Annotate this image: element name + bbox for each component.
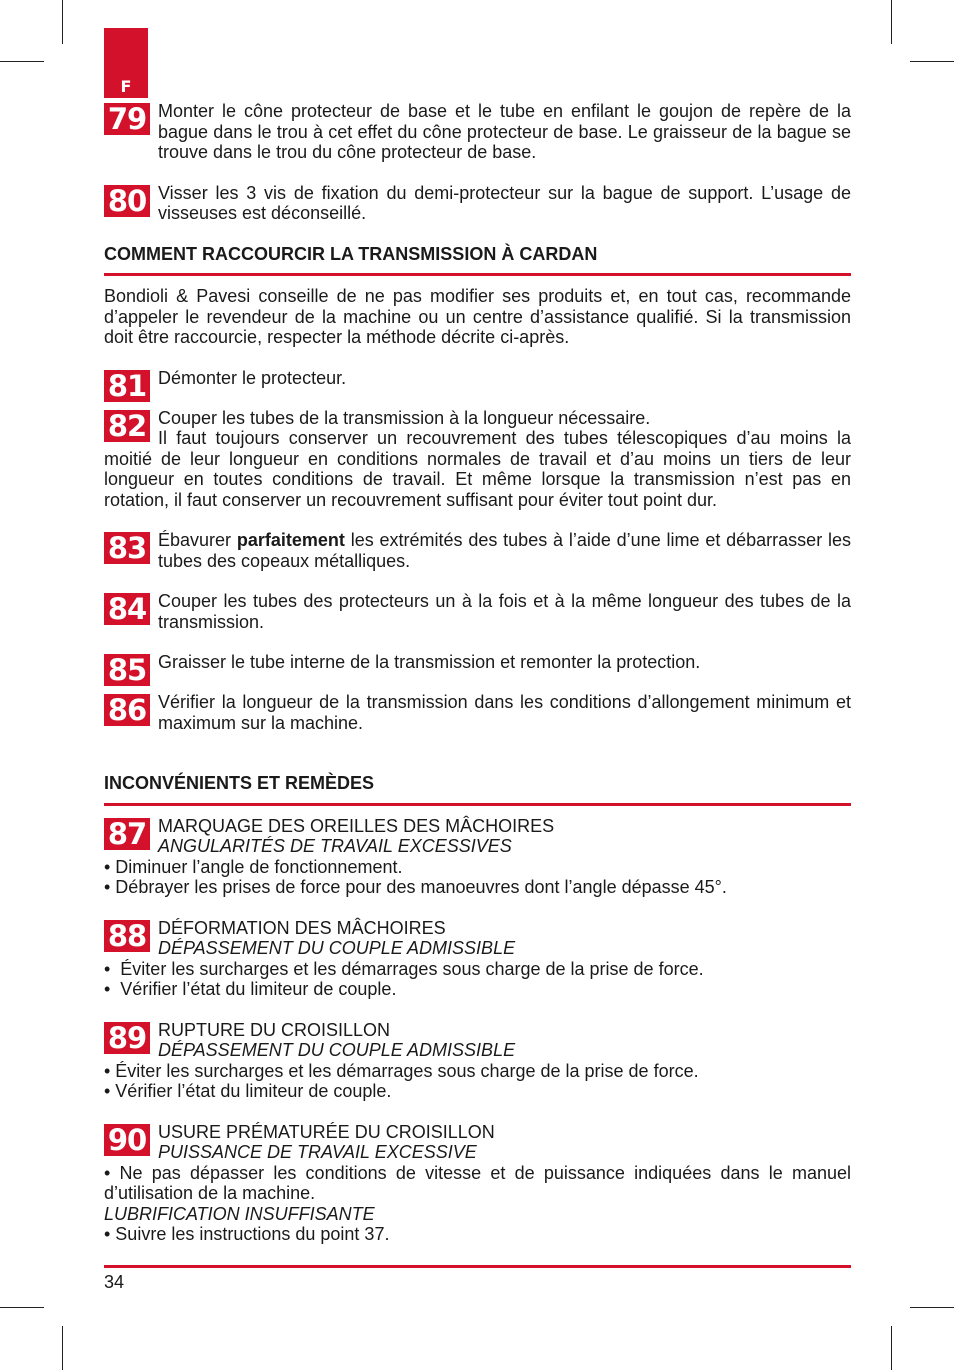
problem-cause-secondary	[104, 1204, 851, 1225]
problem-title: MARQUAGE DES OREILLES DES MÂCHOIRES	[158, 815, 555, 836]
remedy-bullet: • Diminuer l’angle de fonctionnement.	[104, 856, 403, 877]
step-80	[104, 183, 851, 224]
step-text: Vérifier la longueur de la transmission dans les conditions d’allongement minimum et maximum sur la machine.	[158, 692, 851, 733]
step-text: Couper les tubes des protecteurs un à la fois et à la même longueur des tubes de la transmission.	[158, 591, 851, 632]
step-90	[104, 1122, 851, 1245]
step-number-badge: 85	[104, 654, 150, 686]
step-number-badge: 81	[104, 370, 150, 402]
step-number-badge: 83	[104, 532, 150, 564]
step-number-badge: 80	[104, 185, 150, 217]
cause-text: ANGULARITÉS DE TRAVAIL EXCESSIVES	[158, 836, 512, 856]
step-88	[104, 918, 851, 1000]
intro-paragraph: Bondioli & Pavesi conseille de ne pas modifier ses produits et, en tout cas, recommande d’appeler le revendeur de la machine ou un centre d’assistance qualifié. Si la transmission doit être raccourcie, respecter la méthode décrite ci-après.	[104, 286, 851, 347]
crop-mark	[62, 0, 63, 44]
step-89	[104, 1020, 851, 1102]
step-text: Couper les tubes de la transmission à la longueur nécessaire.	[158, 407, 651, 428]
cause-text: DÉPASSEMENT DU COUPLE ADMISSIBLE	[158, 1040, 516, 1060]
language-code: F	[120, 77, 132, 96]
section-heading: COMMENT RACCOURCIR LA TRANSMISSION À CARDAN	[104, 244, 851, 277]
problem-title: RUPTURE DU CROISILLON	[158, 1019, 391, 1040]
section-heading: INCONVÉNIENTS ET REMÈDES	[104, 773, 851, 806]
step-79	[104, 101, 851, 163]
problem-cause	[158, 836, 851, 857]
crop-mark	[910, 1307, 954, 1308]
step-text-post: les extrémités des tubes à l’aide d’une lime et débarrasser les tubes des copeaux métalliques.	[158, 530, 852, 571]
step-number-badge: 90	[104, 1124, 150, 1156]
remedy-bullet: • Débrayer les prises de force pour des manoeuvres dont l’angle dépasse 45°.	[104, 877, 727, 897]
cause-text: LUBRIFICATION INSUFFISANTE	[104, 1203, 375, 1224]
language-tab	[104, 28, 148, 98]
step-text: Monter le cône protecteur de base et le tube en enfilant le goujon de repère de la bague dans le trou à cet effet du cône protecteur de base. Le graisseur de la bague se trouve dans le trou du cône protecteur de base.	[158, 101, 851, 162]
step-81	[104, 367, 851, 403]
crop-mark	[910, 61, 954, 62]
step-82	[104, 408, 851, 511]
step-text-detail: Il faut toujours conserver un recouvrement des tubes télescopiques d’au moins la moitié de leur longueur en conditions normales de travail et d’au moins un tiers de leur longueur en toutes conditions de travail. Et même lorsque la transmission n’est pas en rotation, il faut conserver un recouvrement suffisant pour éviter tout point dur.	[104, 428, 851, 510]
step-86	[104, 692, 851, 733]
crop-mark	[891, 1326, 892, 1370]
crop-mark	[891, 0, 892, 44]
step-83	[104, 530, 851, 571]
problem-cause	[158, 1142, 851, 1163]
step-number-badge: 89	[104, 1022, 150, 1054]
step-text-bold: parfaitement	[236, 530, 345, 550]
step-number-badge: 88	[104, 920, 150, 952]
remedy-bullet: • Vérifier l’état du limiteur de couple.	[104, 1081, 392, 1101]
remedy-bullet: • Vérifier l’état du limiteur de couple.	[104, 979, 397, 999]
cause-text: DÉPASSEMENT DU COUPLE ADMISSIBLE	[158, 938, 516, 958]
cause-text: PUISSANCE DE TRAVAIL EXCESSIVE	[158, 1142, 477, 1162]
step-text	[158, 530, 851, 571]
problem-cause	[158, 938, 851, 959]
step-number-badge: 79	[104, 103, 150, 135]
step-text-pre: Ébavurer	[158, 530, 237, 550]
page-content	[104, 101, 851, 1245]
step-number-badge: 87	[104, 818, 150, 850]
step-text: Graisser le tube interne de la transmission et remonter la protection.	[158, 652, 701, 672]
step-text: Démonter le protecteur.	[158, 367, 347, 388]
step-number-badge: 82	[104, 410, 150, 442]
crop-mark	[0, 61, 44, 62]
step-text: Visser les 3 vis de fixation du demi-protecteur sur la bague de support. L’usage de visseuses est déconseillé.	[158, 182, 851, 223]
remedy-bullet: • Éviter les surcharges et les démarrages sous charge de la prise de force.	[104, 958, 704, 979]
step-number-badge: 84	[104, 593, 150, 625]
remedy-bullet: • Éviter les surcharges et les démarrages sous charge de la prise de force.	[104, 1060, 699, 1081]
step-85	[104, 652, 851, 686]
crop-mark	[62, 1326, 63, 1370]
footer-rule	[104, 1265, 851, 1268]
problem-cause	[158, 1040, 851, 1061]
problem-title: USURE PRÉMATURÉE DU CROISILLON	[158, 1121, 495, 1142]
step-number-badge: 86	[104, 694, 150, 726]
crop-mark	[0, 1307, 44, 1308]
page-number: 34	[104, 1272, 125, 1292]
remedy-bullet: • Suivre les instructions du point 37.	[104, 1224, 390, 1244]
step-87	[104, 816, 851, 898]
problem-title: DÉFORMATION DES MÂCHOIRES	[158, 917, 446, 938]
remedy-bullet: • Ne pas dépasser les conditions de vitesse et de puissance indiquées dans le manuel d’utilisation de la machine.	[104, 1162, 851, 1203]
step-84	[104, 591, 851, 632]
